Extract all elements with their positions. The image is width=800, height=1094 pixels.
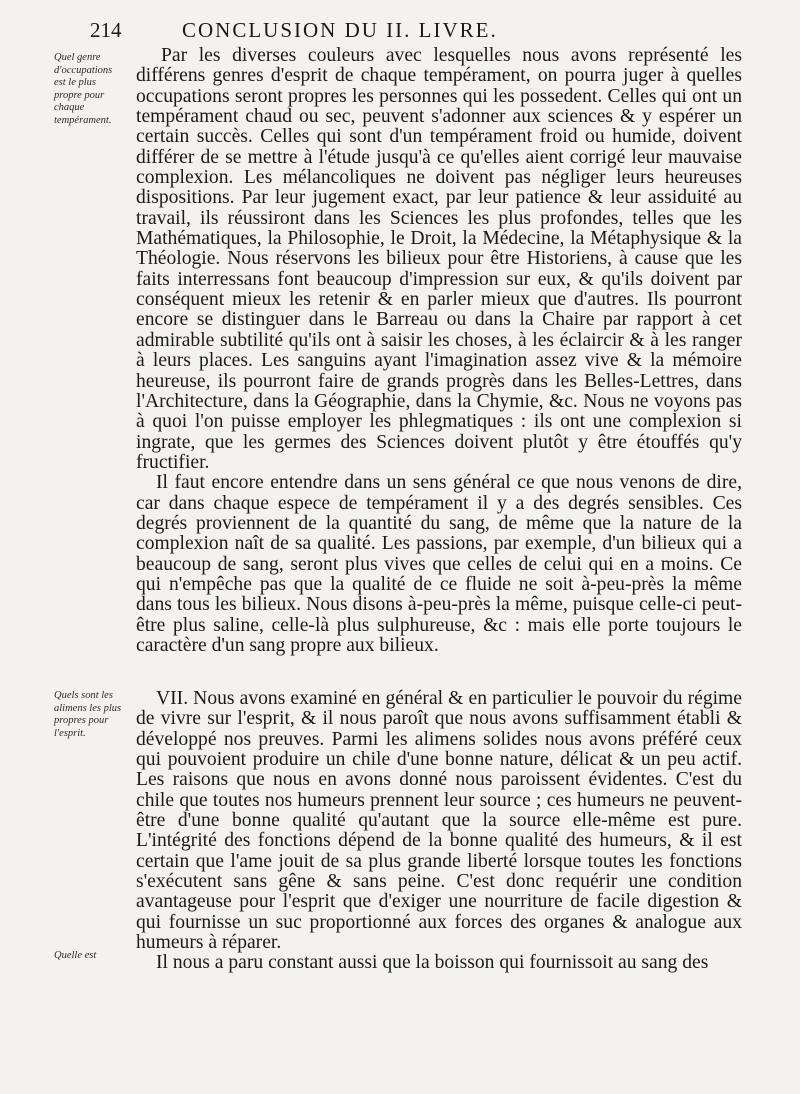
paragraph-section-vii: VII. Nous avons examiné en général & en particulier le pouvoir du régime de vivre sur l'esprit, & il nous paroît que nous avons suffisamment établi & développé nos preuves. Parmi les alimens solides nous avons préféré ceux qui pouvoient produire un chile d'une bonne nature, délicat & un peu actif. Les raisons que nous en avons donné nous paroissent évidentes. C'est du chile que toutes nos humeurs prennent leur source ; ces humeurs ne peuvent-être d'une bonne qualité qu'autant que la source elle-même est pure. L'intégrité des fonctions dépend de la bonne qualité des humeurs, & il est certain que l'ame jouit de sa plus grande liberté lorsque toutes les fonctions s'exécutent sans gêne & sans peine. C'est donc requérir une condition avantageuse pour l'esprit que d'exiger une nourriture de facile digestion & qui fournisse un suc proportionné aux forces des organes & analogue aux humeurs à réparer. [136,688,742,954]
paragraph-degres: Il faut encore entendre dans un sens général ce que nous venons de dire, car dans chaque espece de tempérament il y a des degrés sensibles. Ces degrés proviennent de la quantité du sang, de même que la nature de la complexion naît de sa qualité. Les passions, par exemple, d'un bilieux qui a beaucoup de sang, seront plus vives que celles de celui qui en a moins. Ce qui n'empêche pas que la qualité de ce fluide ne soit à-peu-près la même dans tous les bilieux. Nous disons à-peu-près la même, puisque celle-ci peut-être plus saline, celle-là plus sulphureuse, &c : mais elle porte toujours le caractère d'un sang propre aux bilieux. [136,472,742,656]
page-number: 214 [90,18,122,42]
body-text-section-vii [136,689,742,974]
paragraph-occupations: Par les diverses couleurs avec lesquelles nous avons représenté les différens genres d'esprit de chaque tempérament, on pourra juger à quelles occupations seront propres les personnes qui les possedent. Celles qui ont un tempérament chaud ou sec, peuvent s'adonner aux sciences & y espérer un certain succès. Celles qui sont d'un tempérament froid ou humide, doivent différer de se mettre à l'étude jusqu'à ce qu'elles aient corrigé leur mauvaise complexion. Les mélancoliques ne doivent pas négliger leurs heureuses dispositions. Par leur jugement exact, par leur patience & leur assiduité au travail, ils réussiront dans les Sciences les plus profondes, telles que les Mathématiques, la Philosophie, le Droit, la Médecine, la Métaphysique & la Théologie. Nous réservons les bilieux pour être Historiens, à cause que les faits interressans font beaucoup d'impression sur eux, & qu'ils doivent par conséquent mieux les retenir & en parler mieux que d'autres. Ils pourront encore se distinguer dans le Barreau ou dans la Chaire par rapport à cet admirable subtilité qu'ils ont à saisir les choses, à les éclaircir & à les ranger à leurs places. Les sanguins ayant l'imagination assez vive & la mémoire heureuse, ils pourront faire de grands progrès dans les Belles-Lettres, dans l'Architecture, dans la Géographie, dans la Chymie, &c. Nous ne voyons pas à quoi l'on puisse employer les phlegmatiques : ils ont une complexion si ingrate, que les germes des Sciences doivent plutôt y être étouffés qu'y fructifier. [136,45,742,473]
running-head: CONCLUSION DU II. LIVRE. [182,18,498,42]
margin-note-quelle: Quelle est [54,950,97,961]
body-text [136,46,742,656]
margin-note-occupations: Quel genre d'occupations est le plus propre pour chaque tempérament. [54,52,113,126]
margin-note-alimens: Quels sont les alimens les plus propres pour l'esprit. [54,690,122,739]
paragraph-boisson: Il nous a paru constant aussi que la boisson qui fournissoit au sang des [156,952,709,974]
page-header [90,18,750,46]
